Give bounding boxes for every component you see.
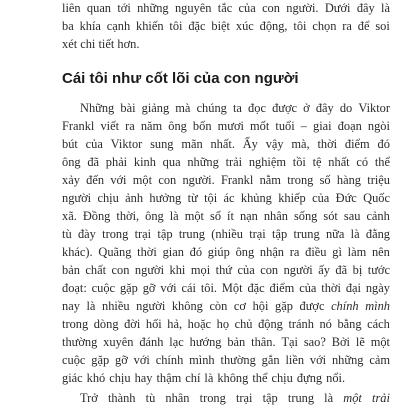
text-line: xã. Đồng thời, ông là một số ít nạn nhân sống sót sau cảnh	[62, 209, 390, 223]
text-line: ba khía cạnh khiến tôi đặc biệt xúc động, tôi chọn ra để soi	[62, 19, 390, 33]
text-line: ông đã phải kinh qua những trải nghiệm tồi tệ nhất có thể	[62, 155, 390, 169]
text-line: cuộc gặp gỡ với chính mình thường gắn liền với những cảm	[62, 353, 390, 367]
text-line: thường xuyên đánh lạc hướng bản thân. Tại sao? Bởi lẽ một	[62, 335, 390, 349]
text-line: giác khó chịu hay thậm chí là không thể chịu đựng nổi.	[62, 371, 346, 385]
text-line: trong dòng đời hối hả, hoặc họ chủ động tránh nó bằng cách	[62, 317, 390, 331]
text-line: nay là nhiều người không còn cơ hội gặp được chính mình	[62, 299, 390, 313]
text-line: Trở thành tù nhân trong trại tập trung là một trải	[80, 391, 390, 405]
text-line: xảy đến với một con người. Frankl nằm trong số hàng triệu	[62, 173, 390, 187]
text-line: Những bài giảng mà chúng ta đọc được ở đây do Viktor	[80, 101, 390, 115]
text-line: liên quan tới những nguyên tắc của con người. Dưới đây là	[62, 1, 390, 15]
text-line: đoạt: cuộc gặp gỡ với cái tôi. Một đặc điểm của thời đại ngày	[62, 281, 390, 295]
text-line: bản chất con người khi mọi thứ của con người ấy đã bị tước	[62, 263, 390, 277]
text-line: khác). Quãng thời gian đó giúp ông nhận ra điều gì làm nên	[62, 245, 390, 259]
text-line: người chịu ảnh hưởng từ tội ác khủng khiếp của Đức Quốc	[62, 191, 390, 205]
text-line: xét chi tiết hơn.	[62, 37, 140, 51]
text-line: tù đày trong trại tập trung (nhiều trại tập trung nữa là đằng	[62, 227, 390, 241]
text-line: bút của Viktor sung mãn nhất. Ấy vậy mà, thời điểm đó	[62, 137, 390, 151]
section-heading: Cái tôi như cốt lõi của con người	[62, 70, 299, 87]
text-line: Frankl viết ra năm ông bốn mươi mốt tuổi – giai đoạn ngòi	[62, 119, 390, 133]
